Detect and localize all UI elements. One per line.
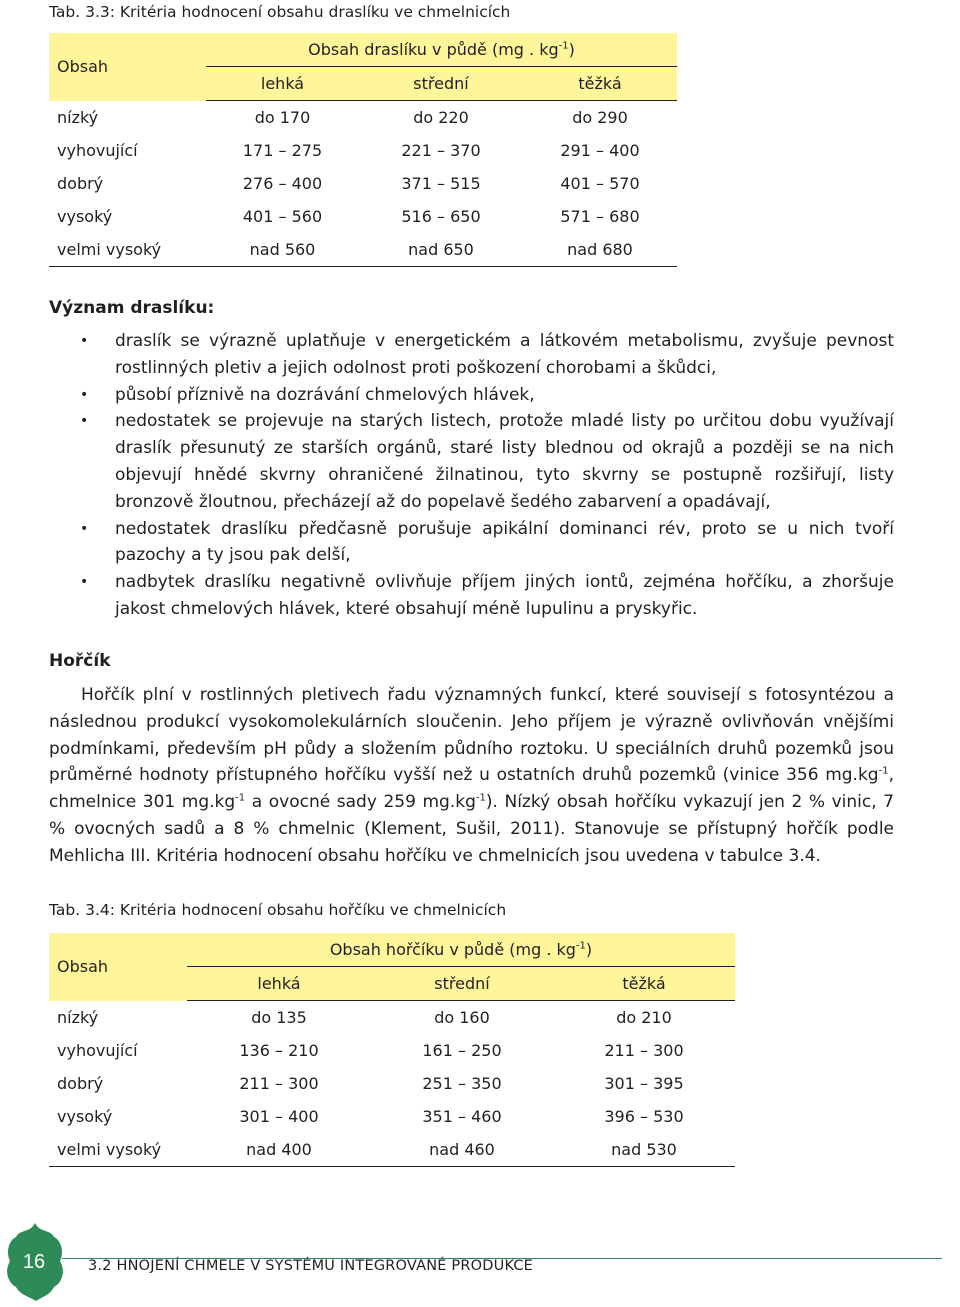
row-label: velmi vysoký [49, 233, 206, 267]
bullet-icon: • [80, 520, 89, 537]
column-header: lehká [187, 967, 371, 1001]
table-row [49, 1133, 735, 1167]
table-cell: 291 – 400 [560, 141, 640, 160]
bullet-icon: • [80, 413, 89, 430]
list-item: • nedostatek draslíku předčasně porušuje apikální dominanci rév, proto se u nich tvoří pazochy a ty jsou pak delší, [80, 516, 894, 570]
list-item: • nadbytek draslíku negativně ovlivňuje příjem jiných iontů, zejména hořčíku, a zhoršuje jakost chmelových hlávek, které obsahují méně lupulinu a pryskyřic. [80, 569, 894, 623]
table-cell: 401 – 570 [560, 174, 640, 193]
table-cell: nad 460 [371, 1133, 553, 1167]
row-label: vyhovující [57, 1041, 138, 1060]
table-row [49, 1100, 735, 1133]
table-row [49, 200, 677, 233]
potassium-criteria-table [49, 33, 677, 267]
row-label: dobrý [57, 1074, 104, 1093]
group-header-cell: Obsah draslíku v půdě (mg . $kg^{-1}$) [206, 33, 677, 67]
section-heading: Hořčík [49, 651, 111, 671]
table-cell: 276 – 400 [242, 174, 323, 193]
row-label: velmi vysoký [49, 1133, 187, 1167]
table-cell: nad 400 [187, 1133, 371, 1167]
table-cell: nad 530 [553, 1133, 735, 1167]
row-header-cell: Obsah [49, 33, 206, 101]
row-label: dobrý [57, 174, 104, 193]
bullet-icon: • [80, 333, 89, 349]
table-cell: 136 – 210 [239, 1041, 319, 1060]
table-cell: nad 560 [206, 233, 359, 267]
table-cell: 401 – 560 [242, 207, 323, 226]
table-row [49, 101, 677, 135]
table-cell: 371 – 515 [401, 174, 481, 193]
column-header: těžká [553, 967, 735, 1001]
table-cell: 161 – 250 [422, 1041, 502, 1060]
table-row [49, 233, 677, 267]
list-item: • působí příznivě na dozrávání chmelových hlávek, [80, 382, 894, 409]
body-paragraph: Hořčík plní v rostlinných pletivech řadu významných funkcí, které souvisejí s fotosyntézou a následnou produkcí vysokomolekulárních sloučenin. Jeho příjem je výrazně ovlivňován vnějšími podmínkami, především pH půdy a složením půdního roztoku. U speciálních druhů pozemků jsou průměrné hodnoty přístupného hořčíku vyšší než u ostatních druhů pozemků (vinice 356 $mg.kg^{-1}$, chmelnice 301 $mg.kg^{-1}$ a ovocné sady 259 $mg.kg^{-1}$). Nízký obsah hořčíku vykazují jen 2 % vinic, 7 % ovocných sadů a 8 % chmelnic (Klement, Sušil, 2011). Stanovuje se přístupný hořčík podle Mehlicha III. Kritéria hodnocení obsahu hořčíku ve chmelnicích jsou uvedena v tabulce 3.4. [49, 685, 894, 866]
table-cell: do 220 [413, 108, 469, 127]
table-cell: nad 680 [523, 233, 677, 267]
table-cell: 396 – 530 [604, 1107, 684, 1126]
table-cell: 351 – 460 [422, 1107, 502, 1126]
table-cell: do 170 [254, 108, 311, 127]
table-cell: 211 – 300 [604, 1041, 684, 1060]
row-header-cell: Obsah [49, 933, 187, 1001]
bullet-icon: • [80, 386, 89, 403]
running-title: 3.2 HNOJENÍ CHMELE V SYSTÉMU INTEGROVANÉ PRODUKCE [88, 1258, 534, 1274]
column-header: lehká [206, 67, 359, 101]
table-cell: do 135 [251, 1008, 307, 1027]
table-row [49, 1034, 735, 1067]
bullet-list [80, 328, 894, 623]
column-header: střední [359, 67, 523, 101]
table-caption: Tab. 3.4: Kritéria hodnocení obsahu hořčíku ve chmelnicích [49, 901, 507, 919]
table-cell: do 210 [616, 1008, 672, 1027]
row-label: vyhovující [57, 141, 138, 160]
bullet-icon: • [80, 574, 89, 591]
table-cell: do 160 [434, 1008, 490, 1027]
column-header: střední [371, 967, 553, 1001]
row-label: vysoký [57, 1107, 113, 1126]
table-cell: 301 – 400 [239, 1107, 319, 1126]
table-cell: do 290 [572, 108, 628, 127]
table-cell: 301 – 395 [604, 1074, 684, 1093]
section-heading: Význam draslíku: [49, 298, 215, 318]
table-cell: 211 – 300 [239, 1074, 319, 1093]
table-row [49, 134, 677, 167]
table-row [49, 167, 677, 200]
table-cell: 571 – 680 [560, 207, 640, 226]
table-cell: 171 – 275 [242, 141, 323, 160]
table-cell: 251 – 350 [422, 1074, 502, 1093]
table-cell: nad 650 [359, 233, 523, 267]
table-caption: Tab. 3.3: Kritéria hodnocení obsahu draslíku ve chmelnicích [49, 3, 511, 21]
table-cell: 221 – 370 [401, 141, 481, 160]
list-item: • draslík se výrazně uplatňuje v energetickém a látkovém metabolismu, zvyšuje pevnost rostlinných pletiv a jejich odolnost proti poškození chorobami a škůdci, [80, 328, 894, 382]
magnesium-criteria-table [49, 933, 735, 1167]
group-header-cell: Obsah hořčíku v půdě (mg . $kg^{-1}$) [187, 933, 735, 967]
row-label: vysoký [57, 207, 113, 226]
list-item: • nedostatek se projevuje na starých listech, protože mladé listy po určitou dobu využívají draslík přesunutý ze starších orgánů, staré listy blednou od okrajů a později se na nich objevují hnědé skvrny ohraničené žilnatinou, tyto skvrny se postupně rozšiřují, listy bronzově žloutnou, přecházejí až do popelavě šedého zabarvení a opadávají, [80, 408, 894, 515]
table-row [49, 1067, 735, 1100]
row-label: nízký [57, 107, 99, 127]
page-number: 16 [22, 1251, 46, 1273]
row-label: nízký [57, 1007, 99, 1027]
column-header: těžká [523, 67, 677, 101]
table-row [49, 1001, 735, 1035]
table-cell: 516 – 650 [401, 207, 481, 226]
